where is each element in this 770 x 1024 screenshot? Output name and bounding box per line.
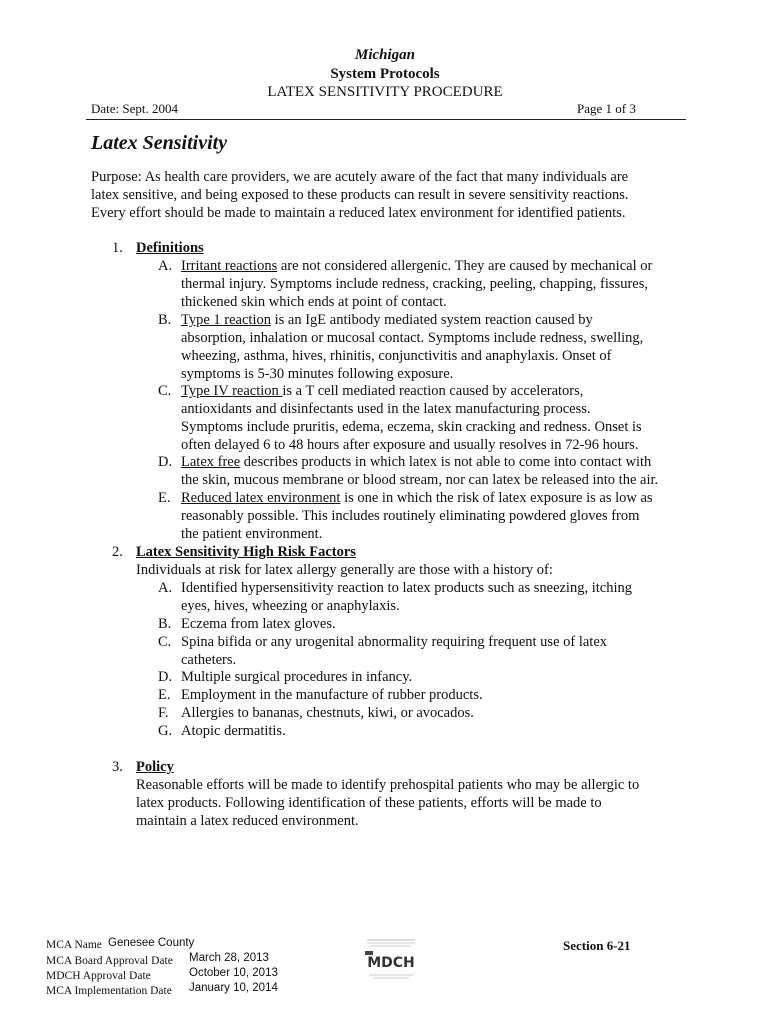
footer-implementation-value: January 10, 2014 — [189, 982, 278, 994]
risk-factor-line: catheters. — [181, 652, 237, 668]
policy-heading: Policy — [136, 759, 174, 775]
definition-term: Irritant reactions — [181, 258, 278, 274]
definitions-heading: Definitions — [136, 240, 204, 256]
definition-line: absorption, inhalation or mucosal contact. Symptoms include redness, swelling, — [181, 330, 644, 346]
definition-latex-free: Latex free describes products in which latex is not able to come into contact with — [181, 454, 652, 470]
definition-type-iv: Type IV reaction is a T cell mediated reaction caused by accelerators, — [181, 383, 584, 399]
purpose-line: Every effort should be made to maintain a reduced latex environment for identified patients. — [91, 205, 626, 221]
footer-implementation-label: MCA Implementation Date — [46, 985, 172, 997]
definition-line: Symptoms include pruritis, edema, eczema, skin cracking and redness. Onset is — [181, 419, 642, 435]
section-number: 1. — [112, 240, 123, 256]
footer-board-value: March 28, 2013 — [189, 952, 269, 964]
item-letter: A. — [158, 258, 173, 274]
item-letter: F. — [158, 705, 169, 721]
risk-factors-intro: Individuals at risk for latex allergy generally are those with a history of: — [136, 562, 553, 578]
definition-term: Reduced latex environment — [181, 490, 341, 506]
risk-factor-item: Allergies to bananas, chestnuts, kiwi, or avocados. — [181, 705, 474, 721]
header-date: Date: Sept. 2004 — [91, 101, 179, 116]
header-rule — [86, 119, 686, 120]
definition-line: often delayed 6 to 48 hours after exposure and usually resolves in 72-96 hours. — [181, 437, 639, 453]
item-letter: D. — [158, 454, 173, 470]
purpose-line: latex sensitive, and being exposed to these products can result in severe sensitivity reactions. — [91, 187, 629, 203]
header-page-number: Page 1 of 3 — [577, 101, 636, 116]
section-number: 3. — [112, 759, 123, 775]
risk-factor-item: Multiple surgical procedures in infancy. — [181, 669, 413, 685]
policy-line: Reasonable efforts will be made to identify prehospital patients who may be allergic to — [136, 777, 640, 793]
item-letter: C. — [158, 383, 172, 399]
mdch-logo — [361, 937, 421, 987]
purpose-line: Purpose: As health care providers, we are acutely aware of the fact that many individuals are — [91, 169, 629, 185]
document-title: Latex Sensitivity — [91, 132, 228, 154]
policy-line: maintain a latex reduced environment. — [136, 813, 359, 829]
risk-factor-item: Eczema from latex gloves. — [181, 616, 336, 632]
footer-mca-name-label: MCA Name — [46, 939, 102, 951]
item-letter: C. — [158, 634, 172, 650]
definition-line: thermal injury. Symptoms include redness, cracking, peeling, chapping, fissures, — [181, 276, 648, 292]
definition-term: Type 1 reaction — [181, 312, 271, 328]
policy-line: latex products. Following identification of these patients, efforts will be made to — [136, 795, 602, 811]
definition-term: Type IV reaction — [181, 383, 283, 399]
section-number: 2. — [112, 544, 123, 560]
definition-reduced-latex: Reduced latex environment is one in which the risk of latex exposure is as low as — [181, 490, 653, 506]
header-state: Michigan — [354, 47, 415, 63]
item-letter: A. — [158, 580, 173, 596]
footer-mdch-value: October 10, 2013 — [189, 967, 278, 979]
footer-mca-name-value: Genesee County — [108, 937, 195, 949]
definition-line: reasonably possible. This includes routinely eliminating powdered gloves from — [181, 508, 640, 524]
item-letter: G. — [158, 723, 173, 739]
definition-line: symptoms is 5-30 minutes following exposure. — [181, 366, 454, 382]
definition-irritant: Irritant reactions are not considered allergenic. They are caused by mechanical or — [181, 258, 653, 274]
item-letter: D. — [158, 669, 173, 685]
item-letter: B. — [158, 616, 172, 632]
risk-factor-item: Spina bifida or any urogenital abnormality requiring frequent use of latex — [181, 634, 608, 650]
definition-line: the patient environment. — [181, 526, 323, 542]
definition-line: the skin, mucous membrane or blood stream, nor can latex be released into the air. — [181, 472, 659, 488]
definition-type-1: Type 1 reaction is an IgE antibody mediated system reaction caused by — [181, 312, 593, 328]
item-letter: E. — [158, 490, 171, 506]
definition-term: Latex free — [181, 454, 241, 470]
purpose-paragraph — [91, 168, 691, 222]
header-procedure: LATEX SENSITIVITY PROCEDURE — [267, 84, 503, 100]
risk-factor-item: Employment in the manufacture of rubber products. — [181, 687, 483, 703]
definition-line: wheezing, asthma, hives, rhinitis, conjunctivitis and anaphylaxis. Onset of — [181, 348, 612, 364]
item-letter: E. — [158, 687, 171, 703]
footer-board-label: MCA Board Approval Date — [46, 955, 173, 967]
risk-factor-item: Identified hypersensitivity reaction to latex products such as sneezing, itching — [181, 580, 632, 596]
risk-factors-heading: Latex Sensitivity High Risk Factors — [136, 544, 356, 560]
footer-mdch-label: MDCH Approval Date — [46, 970, 151, 982]
risk-factor-line: eyes, hives, wheezing or anaphylaxis. — [181, 598, 400, 614]
logo-text: MDCH — [367, 955, 415, 971]
section-number-footer: Section 6-21 — [563, 938, 631, 953]
definition-line: thickened skin which ends at point of contact. — [181, 294, 447, 310]
definition-line: antioxidants and disinfectants used in the latex manufacturing process. — [181, 401, 591, 417]
header-system: System Protocols — [330, 66, 440, 82]
item-letter: B. — [158, 312, 172, 328]
risk-factor-item: Atopic dermatitis. — [181, 723, 286, 739]
